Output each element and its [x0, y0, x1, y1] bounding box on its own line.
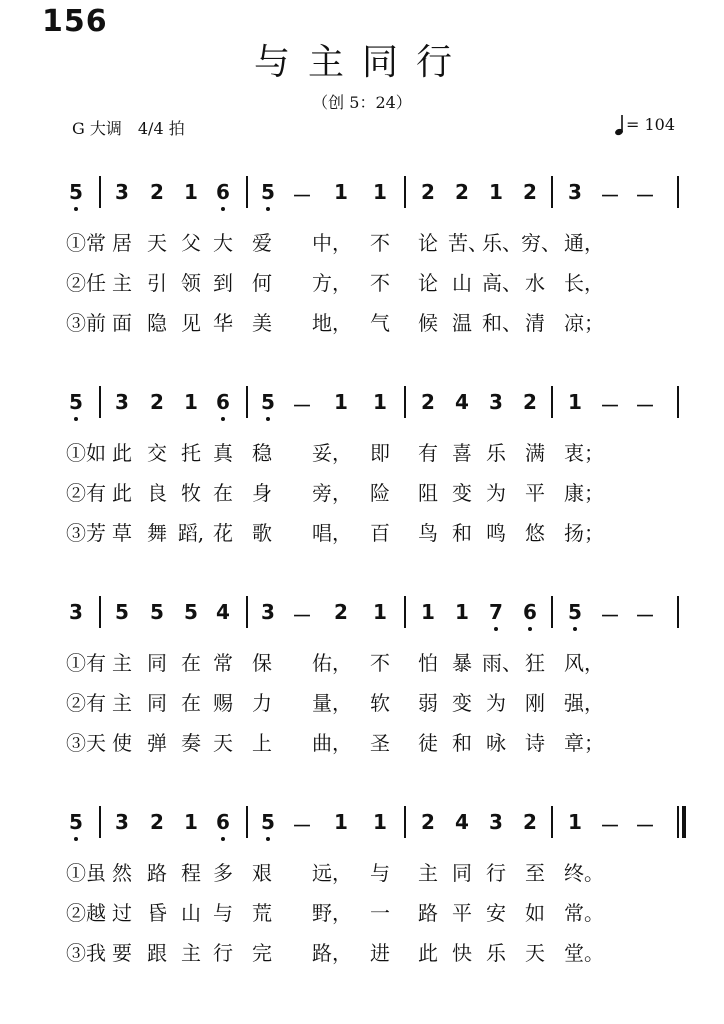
sustain-dash: － — [600, 604, 620, 628]
lyric-syllable: 见 — [181, 311, 201, 335]
lyric-syllable: 即 — [370, 441, 390, 465]
lyric-syllable: 草 — [112, 521, 132, 545]
lyric-syllable: 唱， — [312, 521, 352, 545]
note: 1 — [334, 180, 348, 204]
lyric-syllable: 野， — [312, 901, 352, 925]
low-octave-dot — [266, 417, 270, 421]
sustain-dash: － — [635, 604, 655, 628]
lyric-syllable: 天 — [213, 731, 233, 755]
note: 1 — [489, 180, 503, 204]
lyric-syllable: 弱 — [418, 691, 438, 715]
bar-line — [246, 176, 248, 208]
lyric-syllable: 主 — [418, 861, 438, 885]
lyric-syllable: 阻 — [418, 481, 438, 505]
lyric-syllable: 圣 — [370, 731, 390, 755]
lyric-syllable: 在 — [181, 691, 201, 715]
lyric-syllable: 此 — [112, 481, 132, 505]
lyric-syllable: 大 — [213, 231, 233, 255]
lyric-syllable: 主 — [112, 651, 132, 675]
lyric-syllable: 路 — [147, 861, 167, 885]
bar-line — [551, 806, 553, 838]
lyric-syllable: 变 — [452, 691, 472, 715]
lyric-syllable: 旁， — [312, 481, 352, 505]
lyric-syllable: 山 — [452, 271, 472, 295]
bar-line — [246, 386, 248, 418]
bar-line — [551, 596, 553, 628]
lyric-syllable: 终。 — [564, 861, 604, 885]
lyric-syllable: 为 — [486, 691, 506, 715]
bar-line — [677, 386, 679, 418]
low-octave-dot — [221, 837, 225, 841]
lyric-syllable: 满 — [525, 441, 545, 465]
lyric-syllable: 美 — [252, 311, 272, 335]
lyric-syllable: 鸟 — [418, 521, 438, 545]
sustain-dash: － — [635, 394, 655, 418]
note: 5 — [261, 390, 275, 414]
note: 3 — [489, 390, 503, 414]
lyric-syllable: 量， — [312, 691, 352, 715]
lyric-syllable: 进 — [370, 941, 390, 965]
final-bar-line — [682, 806, 686, 838]
lyric-syllable: 清 — [525, 311, 545, 335]
note: 5 — [69, 810, 83, 834]
note: 3 — [261, 600, 275, 624]
lyric-syllable: 真 — [213, 441, 233, 465]
lyric-syllable: 衷； — [564, 441, 604, 465]
lyric-syllable: 候 — [418, 311, 438, 335]
lyric-syllable: 强， — [564, 691, 604, 715]
note: 2 — [523, 810, 537, 834]
low-octave-dot — [74, 207, 78, 211]
lyric-syllable: 通， — [564, 231, 604, 255]
lyric-syllable: ②任 — [66, 271, 106, 295]
lyric-syllable: 力 — [252, 691, 272, 715]
note: 1 — [421, 600, 435, 624]
note: 6 — [523, 600, 537, 624]
lyric-syllable: 咏 — [486, 731, 506, 755]
lyric-syllable: 快 — [452, 941, 472, 965]
lyric-syllable: 和 — [452, 731, 472, 755]
note: 4 — [455, 810, 469, 834]
low-octave-dot — [74, 837, 78, 841]
note: 5 — [69, 180, 83, 204]
lyric-syllable: 爱 — [252, 231, 272, 255]
tempo-value: = 104 — [626, 115, 676, 134]
lyric-syllable: 歌 — [252, 521, 272, 545]
sustain-dash: － — [292, 184, 312, 208]
lyric-syllable: 水 — [525, 271, 545, 295]
lyric-syllable: 论 — [418, 271, 438, 295]
lyric-syllable: 至 — [525, 861, 545, 885]
note: 1 — [568, 390, 582, 414]
note: 2 — [455, 180, 469, 204]
lyric-syllable: 使 — [112, 731, 132, 755]
hymn-number: 156 — [42, 4, 108, 39]
bar-line — [677, 806, 679, 838]
note: 5 — [69, 390, 83, 414]
lyric-syllable: 何 — [252, 271, 272, 295]
lyric-syllable: 行 — [213, 941, 233, 965]
bar-line — [551, 386, 553, 418]
lyric-syllable: 常 — [213, 651, 233, 675]
lyric-syllable: 舞 — [147, 521, 167, 545]
note: 5 — [568, 600, 582, 624]
note: 1 — [455, 600, 469, 624]
note: 4 — [455, 390, 469, 414]
note: 1 — [184, 180, 198, 204]
lyric-syllable: ①虽 — [66, 861, 106, 885]
lyric-syllable: 暴 — [452, 651, 472, 675]
lyric-syllable: 不 — [370, 651, 390, 675]
lyric-syllable: 过 — [112, 901, 132, 925]
lyric-syllable: 上 — [252, 731, 272, 755]
lyric-syllable: 气 — [370, 311, 390, 335]
lyric-syllable: 狂 — [525, 651, 545, 675]
lyric-syllable: 百 — [370, 521, 390, 545]
lyric-syllable: 与 — [213, 901, 233, 925]
lyric-syllable: 主 — [112, 271, 132, 295]
low-octave-dot — [221, 417, 225, 421]
lyric-syllable: 刚 — [525, 691, 545, 715]
bar-line — [404, 386, 406, 418]
lyric-syllable: 同 — [147, 691, 167, 715]
note: 2 — [421, 810, 435, 834]
note: 1 — [568, 810, 582, 834]
lyric-syllable: ①常 — [66, 231, 106, 255]
lyric-syllable: 章； — [564, 731, 604, 755]
lyric-syllable: 堂。 — [564, 941, 604, 965]
bar-line — [99, 596, 101, 628]
lyric-syllable: 领 — [181, 271, 201, 295]
lyric-syllable: ②有 — [66, 691, 106, 715]
note: 1 — [373, 600, 387, 624]
note: 1 — [373, 810, 387, 834]
low-octave-dot — [266, 837, 270, 841]
note: 1 — [373, 390, 387, 414]
lyric-syllable: 跟 — [147, 941, 167, 965]
bar-line — [551, 176, 553, 208]
lyric-syllable: 父 — [181, 231, 201, 255]
low-octave-dot — [266, 207, 270, 211]
note: 2 — [150, 810, 164, 834]
bar-line — [246, 806, 248, 838]
low-octave-dot — [528, 627, 532, 631]
lyric-syllable: 路 — [418, 901, 438, 925]
lyric-syllable: 软 — [370, 691, 390, 715]
lyric-syllable: 天 — [147, 231, 167, 255]
lyric-syllable: 在 — [181, 651, 201, 675]
lyric-syllable: 妥， — [312, 441, 352, 465]
lyric-syllable: 同 — [147, 651, 167, 675]
lyric-syllable: 路， — [312, 941, 352, 965]
lyric-syllable: 乐 — [486, 441, 506, 465]
lyric-syllable: 天 — [525, 941, 545, 965]
note: 3 — [69, 600, 83, 624]
lyric-syllable: 交 — [147, 441, 167, 465]
note: 2 — [150, 390, 164, 414]
lyric-syllable: ①如 — [66, 441, 106, 465]
lyric-syllable: ②越 — [66, 901, 106, 925]
lyric-syllable: 居 — [112, 231, 132, 255]
low-octave-dot — [573, 627, 577, 631]
lyric-syllable: 不 — [370, 271, 390, 295]
lyric-syllable: 山 — [181, 901, 201, 925]
lyric-syllable: ③芳 — [66, 521, 106, 545]
lyric-syllable: 华 — [213, 311, 233, 335]
lyric-syllable: 和 — [452, 521, 472, 545]
lyric-syllable: 鸣 — [486, 521, 506, 545]
lyric-syllable: 完 — [252, 941, 272, 965]
note: 5 — [150, 600, 164, 624]
bar-line — [404, 176, 406, 208]
lyric-syllable: 稳 — [252, 441, 272, 465]
note: 1 — [373, 180, 387, 204]
sustain-dash: － — [292, 604, 312, 628]
lyric-syllable: 和、 — [482, 311, 522, 335]
sustain-dash: － — [600, 184, 620, 208]
note: 2 — [150, 180, 164, 204]
sustain-dash: － — [635, 814, 655, 838]
lyric-syllable: 此 — [418, 941, 438, 965]
note: 5 — [115, 600, 129, 624]
sustain-dash: － — [292, 394, 312, 418]
lyric-syllable: 不 — [370, 231, 390, 255]
lyric-syllable: 同 — [452, 861, 472, 885]
sustain-dash: － — [292, 814, 312, 838]
lyric-syllable: 乐 — [486, 941, 506, 965]
lyric-syllable: 徒 — [418, 731, 438, 755]
lyric-syllable: 穷、 — [521, 231, 561, 255]
low-octave-dot — [221, 207, 225, 211]
lyric-syllable: 有 — [418, 441, 438, 465]
note: 5 — [184, 600, 198, 624]
lyric-syllable: 一 — [370, 901, 390, 925]
lyric-syllable: 昏 — [147, 901, 167, 925]
note: 6 — [216, 180, 230, 204]
lyric-syllable: 主 — [112, 691, 132, 715]
lyric-syllable: 中， — [312, 231, 352, 255]
sustain-dash: － — [635, 184, 655, 208]
note: 1 — [334, 390, 348, 414]
lyric-syllable: 在 — [213, 481, 233, 505]
scripture-reference: （创 5：24） — [312, 93, 412, 112]
lyric-syllable: 此 — [112, 441, 132, 465]
lyric-syllable: 蹈, — [177, 521, 205, 545]
bar-line — [404, 596, 406, 628]
lyric-syllable: 与 — [370, 861, 390, 885]
key-signature: G 大调 4/4 拍 — [72, 119, 185, 138]
lyric-syllable: 安 — [486, 901, 506, 925]
quarter-note-icon — [614, 114, 624, 136]
low-octave-dot — [494, 627, 498, 631]
lyric-syllable: 保 — [252, 651, 272, 675]
low-octave-dot — [74, 417, 78, 421]
lyric-syllable: 奏 — [181, 731, 201, 755]
note: 2 — [334, 600, 348, 624]
note: 2 — [523, 180, 537, 204]
bar-line — [404, 806, 406, 838]
lyric-syllable: 荒 — [252, 901, 272, 925]
lyric-syllable: 身 — [252, 481, 272, 505]
lyric-syllable: 苦、 — [448, 231, 488, 255]
lyric-syllable: ③我 — [66, 941, 106, 965]
lyric-syllable: ③天 — [66, 731, 106, 755]
bar-line — [99, 176, 101, 208]
note: 6 — [216, 390, 230, 414]
lyric-syllable: 远， — [312, 861, 352, 885]
lyric-syllable: ②有 — [66, 481, 106, 505]
note: 1 — [184, 390, 198, 414]
lyric-syllable: 方， — [312, 271, 352, 295]
lyric-syllable: 论 — [418, 231, 438, 255]
lyric-syllable: 弹 — [147, 731, 167, 755]
lyric-syllable: 然 — [112, 861, 132, 885]
note: 7 — [489, 600, 503, 624]
note: 1 — [334, 810, 348, 834]
note: 3 — [115, 180, 129, 204]
lyric-syllable: 扬； — [564, 521, 604, 545]
lyric-syllable: 雨、 — [482, 651, 522, 675]
lyric-syllable: 如 — [525, 901, 545, 925]
note: 1 — [184, 810, 198, 834]
lyric-syllable: 喜 — [452, 441, 472, 465]
lyric-syllable: 多 — [213, 861, 233, 885]
note: 4 — [216, 600, 230, 624]
lyric-syllable: 悠 — [525, 521, 545, 545]
lyric-syllable: 平 — [525, 481, 545, 505]
lyric-syllable: 牧 — [181, 481, 201, 505]
lyric-syllable: 平 — [452, 901, 472, 925]
bar-line — [677, 596, 679, 628]
note: 3 — [568, 180, 582, 204]
lyric-syllable: 怕 — [418, 651, 438, 675]
lyric-syllable: 险 — [370, 481, 390, 505]
lyric-syllable: 地， — [312, 311, 352, 335]
lyric-syllable: 赐 — [213, 691, 233, 715]
bar-line — [99, 806, 101, 838]
lyric-syllable: 曲， — [312, 731, 352, 755]
note: 2 — [421, 180, 435, 204]
sustain-dash: － — [600, 814, 620, 838]
lyric-syllable: 凉； — [564, 311, 604, 335]
lyric-syllable: 花 — [213, 521, 233, 545]
sustain-dash: － — [600, 394, 620, 418]
note: 6 — [216, 810, 230, 834]
note: 5 — [261, 180, 275, 204]
lyric-syllable: 托 — [181, 441, 201, 465]
lyric-syllable: 常。 — [564, 901, 604, 925]
note: 2 — [523, 390, 537, 414]
lyric-syllable: 高、 — [482, 271, 522, 295]
lyric-syllable: ①有 — [66, 651, 106, 675]
lyric-syllable: 面 — [112, 311, 132, 335]
lyric-syllable: 要 — [112, 941, 132, 965]
lyric-syllable: 佑， — [312, 651, 352, 675]
lyric-syllable: 风， — [564, 651, 604, 675]
note: 5 — [261, 810, 275, 834]
lyric-syllable: 乐、 — [482, 231, 522, 255]
lyric-syllable: 温 — [452, 311, 472, 335]
lyric-syllable: ③前 — [66, 311, 106, 335]
lyric-syllable: 到 — [213, 271, 233, 295]
bar-line — [246, 596, 248, 628]
lyric-syllable: 引 — [147, 271, 167, 295]
note: 3 — [489, 810, 503, 834]
bar-line — [99, 386, 101, 418]
lyric-syllable: 诗 — [525, 731, 545, 755]
lyric-syllable: 隐 — [147, 311, 167, 335]
lyric-syllable: 良 — [147, 481, 167, 505]
note: 2 — [421, 390, 435, 414]
lyric-syllable: 主 — [181, 941, 201, 965]
lyric-syllable: 康； — [564, 481, 604, 505]
bar-line — [677, 176, 679, 208]
lyric-syllable: 变 — [452, 481, 472, 505]
note: 3 — [115, 390, 129, 414]
lyric-syllable: 艰 — [252, 861, 272, 885]
note: 3 — [115, 810, 129, 834]
lyric-syllable: 行 — [486, 861, 506, 885]
lyric-syllable: 长， — [564, 271, 604, 295]
lyric-syllable: 为 — [486, 481, 506, 505]
tempo-marking — [614, 114, 675, 136]
song-title: 与主同行 — [253, 42, 470, 83]
lyric-syllable: 程 — [181, 861, 201, 885]
